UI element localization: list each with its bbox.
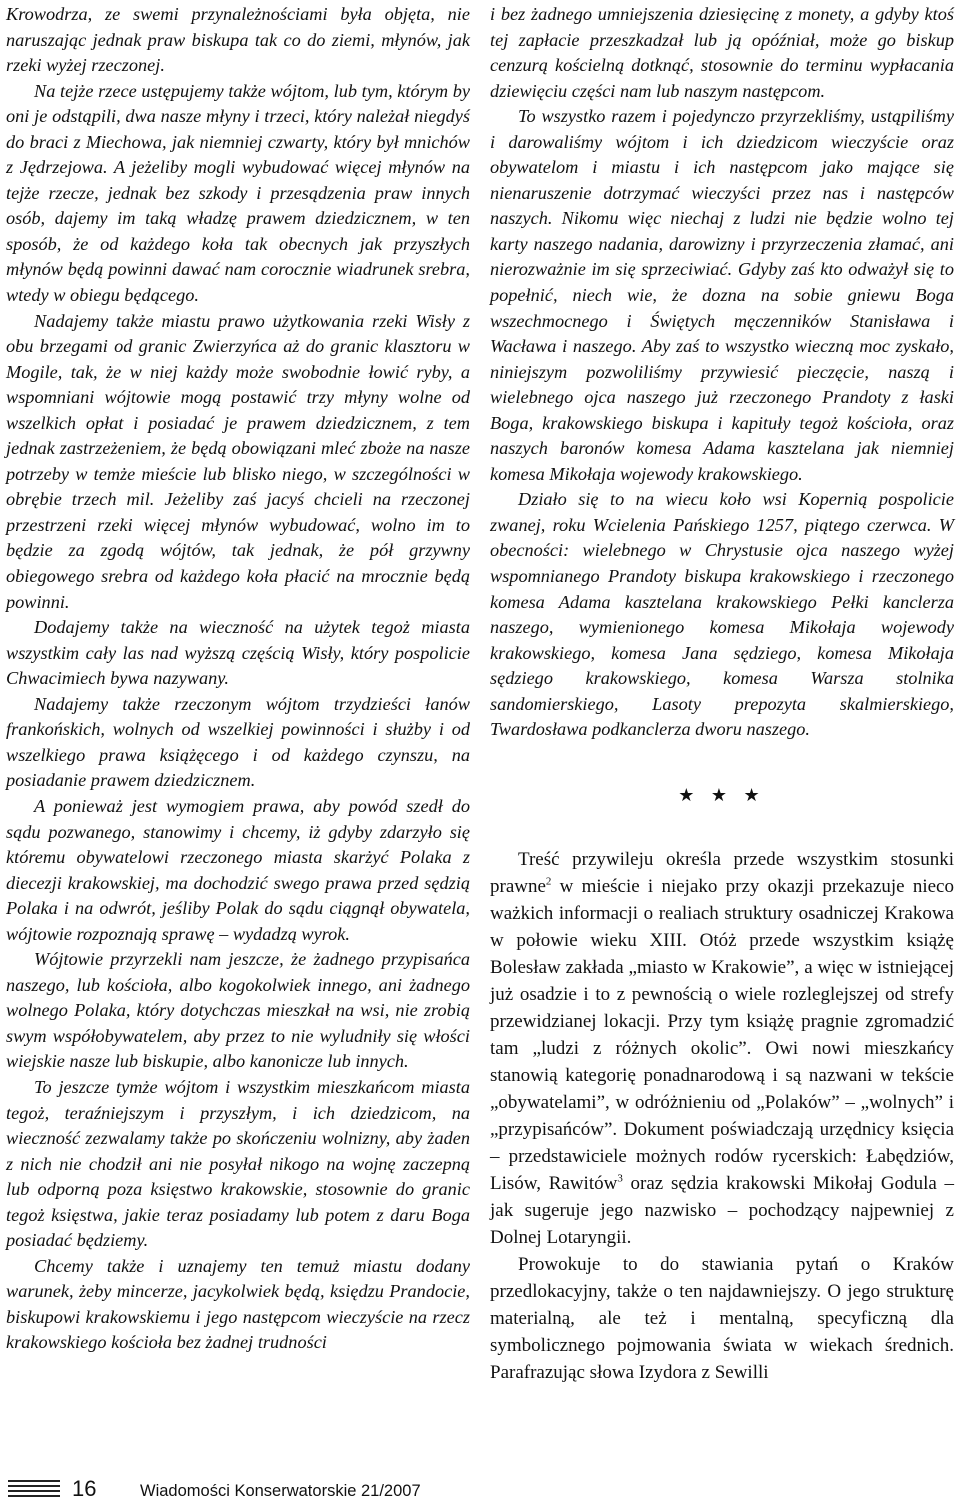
decorative-rules: [8, 1480, 60, 1500]
page-number: 16: [72, 1476, 97, 1501]
text-run: oraz sędzia krakowski Mikołaj Godula – jak sugeruje jego nazwisko – pochodzący najpewniej z Dolnej Lotaryngii.: [490, 1172, 955, 1248]
paragraph: A ponieważ jest wymogiem prawa, aby powód szedł do sądu pozwanego, stanowimy i chcemy, iż gdyby zdarzyło się któremu obywatelowi rzeczonego miasta skarżyć Polaka z diecezji krakowskiej, ma dochodzić swego prawa przed sędzią Polaka i na odwrót, jeśliby Polak do sądu ciągnął obywatela, wójtowie rozpoznają sprawę – wydadzą wyrok.: [6, 795, 470, 944]
left-column: [6, 2, 470, 1356]
paragraph: Wójtowie przyrzekli nam jeszcze, że żadnego przypisańca naszego, lub kościoła, albo kogokolwiek innego, ani żadnego wolnego Polaka, który dotychczas mieszkał na wsi, nie zrobią swym współobywatelem, aby przez to nie wyludniły się włości wiejskie nasze lub biskupie, albo kanonicze lub innych.: [6, 949, 470, 1072]
page-footer: [8, 1476, 528, 1506]
text-run: Treść przywileju określa przede wszystkim stosunki prawne: [490, 848, 954, 897]
paragraph: [490, 846, 954, 1251]
paragraph: Na tejże rzece ustępujemy także wójtom, lub tym, którym by oni je odstąpili, dwa nasze młyny i trzeci, który należał niegdyś do braci z Miechowa, jak niemniej czwarty, który był mnichów z Jędrzejowa. A jeżeliby mogli wybudować więcej młynów na tejże rzecze, jednak bez szkody i przesądzenia praw innych osób, dajemy im taką władzę prawem dziedzicznem, w ten sposób, że od każdego koła tak obecnych jak przyszłych młynów będą powinni dawać nam corocznie wiadrunek srebra, wtedy w obiegu będącego.: [6, 80, 470, 306]
paragraph: Nadajemy także miastu prawo użytkowania rzeki Wisły z obu brzegami od granic Zwierzyńca aż do granic klasztoru w Mogile, tak, że w niej każdy może swobodnie łowić ryby, a wspomniani wójtowie mogą postawić trzy młyny wolne od wszelkich opłat i posiadać je prawem dziedzicznem, z tem jednak zastrzeżeniem, że będą obowiązani mleć zboże na nasze potrzeby w temże mieście lub blisko niego, w szczególności w obrębie trzech mil. Jeżeliby zaś jacyś chcieli na rzeczonej przestrzeni rzeki więcej młynów wybudować, wolno im to będzie za zgodą wójtów, tak jednak, że pół grzywny obiegowego srebra od każdego koła płacić na mrocznie będą powinni.: [6, 310, 470, 612]
paragraph: Krowodrza, ze swemi przynależnościami była objęta, nie naruszając jednak praw biskupa tak co do ziemi, młynów, jak rzeki wyżej rzeczonej.: [6, 4, 470, 76]
footnote-marker: 2: [545, 875, 552, 888]
text-run: w mieście i niejako przy okazji przekazuje nieco ważkich informacji o realiach struktury osadniczej Krakowa w połowie wieku XIII. Otóż przede wszystkim książę Bolesław zakłada „miasto w Krakowie”, a więc w istniejącej już osadzie i to z pewnością o wiele rozleglejszej od strefy przewidzianej lokacji. Przy tym książę pragnie zgromadzić tam „ludzi z różnych okolic”. Owi nowi mieszkańcy stanowią kategorię ponadnarodową i są nazwani w tekście „obywatelami”, w odróżnieniu od „Polaków” – „wolnych” i „przypisańców”. Dokument poświadczają urzędnicy księcia – przedstawiciele możnych rodów rycerskich: Łabędziów, Lisów, Rawitów: [490, 875, 954, 1194]
paragraph: i bez żadnego umniejszenia dziesięcinę z monety, a gdyby ktoś tej zapłacie przeszkadzał lub ją opóźniał, może go biskup cenzurą kościelną dotknąć, stosownie do terminu wypłacania dziewięciu części nam lub naszym następcom.: [490, 4, 954, 101]
paragraph: Chcemy także i uznajemy ten temuż miastu dodany warunek, żeby mincerze, jacykolwiek będą, księdzu Prandocie, biskupowi krakowskiemu i jego następcom wieczyście na rzecz krakowskiego kościoła bez żadnej trudności: [6, 1255, 470, 1353]
paragraph: Działo się to na wiecu koło wsi Kopernią pospolicie zwanej, roku Wcielenia Pańskiego 1257, piątego czerwca. W obecności: wielebnego w Chrystusie ojca naszego wyżej wspomnianego Prandoty biskupa krakowskiego i rzeczonego komesa Adama kasztelana krakowskiego Pełki kanclerza naszego, wymienionego komesa Mikołaja wojewody krakowskiego, komesa Jana sędziego, komesa Mikołaja sędziego krakowskiego, komesa Warsza stolnika sandomierskiego, Lasoty prepozyta skalmierskiego, Twardosława podkanclerza dworu naszego.: [490, 489, 954, 740]
section-separator: ★ ★ ★: [678, 784, 766, 805]
paragraph: Nadajemy także rzeczonym wójtom trzydzieści łanów frankońskich, wolnych od wszelkiej powinności i służby i od wszelkiego prawa książęcego i od każdego czynszu, na posiadanie prawem dziedzicznem.: [6, 693, 470, 791]
footnote-marker: 3: [617, 1172, 623, 1185]
right-column: [490, 2, 954, 1386]
journal-title: Wiadomości Konserwatorskie 21/2007: [140, 1482, 421, 1500]
paragraph: To jeszcze tymże wójtom i wszystkim mieszkańcom miasta tegoż, teraźniejszym i przyszłym, i ich dziedzicom, na wieczność zezwalamy także po skończeniu wolnizny, aby żaden z nich nie chodził ani nie posyłał nikogo na wojnę zaczepną lub odporną poza księstwo krakowskie, stosownie do granic tegoż księstwa, jakie teraz posiadamy lub potem z daru Boga posiadać będziemy.: [6, 1076, 470, 1251]
paragraph: To wszystko razem i pojedynczo przyrzekliśmy, ustąpiliśmy i darowaliśmy wójtom i ich dziedzicom wieczyście oraz obywatelom i miastu i ich następcom jako mające się nienaruszenie dotrzymać wieczyści przez nas i następców naszych. Nikomu więc niechaj z ludzi nie będzie wolno tej karty naszego nadania, darowizny i przyrzeczenia złamać, ani nierozważnie im się sprzeciwiać. Gdyby zaś kto odważył się to popełnić, niech wie, że dozna na sobie gniewu Boga wszechmocnego i Świętych męczenników Stanisława i Wacława i naszego. Aby zaś to wszystko wieczną moc zyskało, niniejszym pozwoliliśmy przywiesić pieczęcie, naszą i wielebnego ojca naszego już rzeczonego Prandoty z łaski Boga, krakowskiego biskupa i kapituły tegoż kościoła, oraz naszych baronów komesa Adama kasztelana jak niemniej komesa Mikołaja wojewody krakowskiego.: [490, 106, 954, 484]
paragraph: Dodajemy także na wieczność na użytek tegoż miasta wszystkim cały las nad wyższą częścią Wisły, który pospolicie Chwacimiech bywa nazywany.: [6, 617, 470, 689]
paragraph: Prowokuje to do stawiania pytań o Kraków przedlokacyjny, także o ten najdawniejszy. O jego strukturę materialną, ale też i mentalną, specyficzną dla symbolicznego pojmowania świata w wiekach średnich. Parafrazując słowa Izydora z Sewilli: [490, 1253, 954, 1383]
